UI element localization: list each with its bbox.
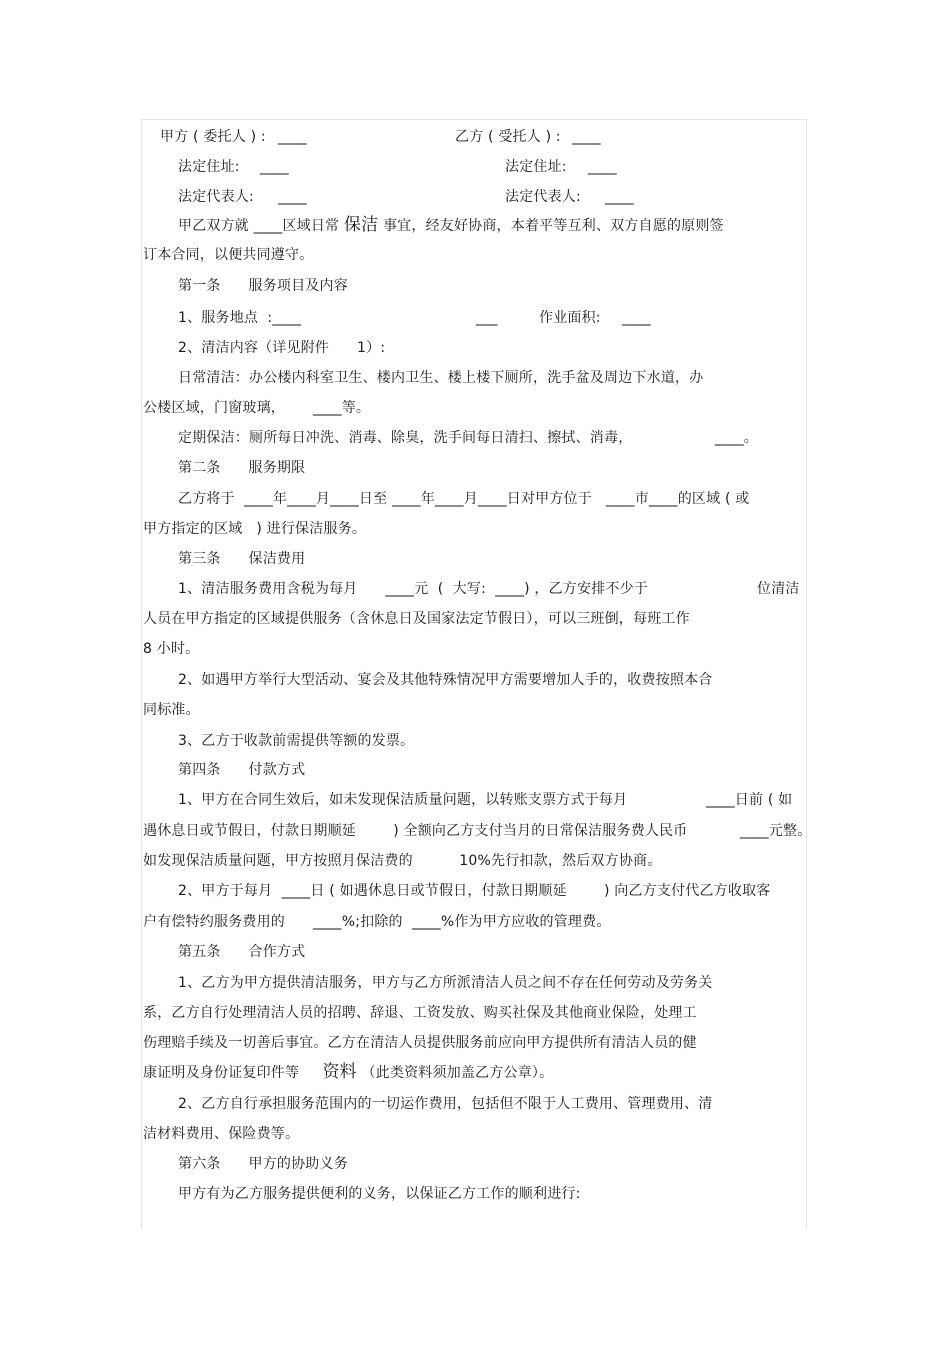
- article-6-title: 第六条 甲方的协助义务: [178, 1156, 348, 1172]
- article-4-line-2-end: ____元整。: [740, 823, 812, 839]
- article-4-line-1: 1、甲方在合同生效后，如未发现保洁质量问题，以转账支票方式于每月: [178, 792, 628, 808]
- intro-line-2: 订本合同，以便共同遵守。: [143, 247, 314, 263]
- article-4-title: 第四条 付款方式: [178, 762, 306, 778]
- article-3-line-2: 人员在甲方指定的区域提供服务（含休息日及国家法定节假日），可以三班倒，每班工作: [143, 611, 690, 627]
- intro-keyword-cleaning: 保洁: [343, 215, 379, 235]
- party-b-address-label: 法定住址:: [505, 159, 567, 175]
- article-5-title: 第五条 合作方式: [178, 944, 306, 960]
- article-5-keyword-materials: 资料: [322, 1062, 357, 1082]
- article-1-daily-1: 日常清洁：办公楼内科室卫生、楼内卫生、楼上楼下厕所，洗手盆及周边下水道，办: [178, 370, 704, 386]
- article-4-line-3: 如发现保洁质量问题，甲方按照月保洁费的 10%先行扣款，然后双方协商。: [143, 853, 662, 869]
- article-3-line-1-end: 位清洁: [757, 581, 800, 597]
- article-1-area-blank: ____: [622, 310, 651, 326]
- article-3-line-6: 3、乙方于收款前需提供等额的发票。: [178, 733, 415, 749]
- intro-line-1: [178, 216, 724, 235]
- article-1-periodic-blank: ____。: [715, 430, 758, 446]
- article-3-line-1: 1、清洁服务费用含税为每月 ____元 ( 大写: ____) ，乙方安排不少于: [178, 581, 648, 597]
- article-2-line-2: 甲方指定的区域 ) 进行保洁服务。: [143, 521, 367, 537]
- article-3-line-3: 8 小时。: [143, 641, 200, 657]
- article-5-line-4-c: （此类资料须加盖乙方公章）。: [356, 1065, 554, 1081]
- party-a-address-blank: ____: [260, 159, 289, 175]
- article-5-line-5: 2、乙方自行承担服务范围内的一切运作费用，包括但不限于人工费用、管理费用、清: [178, 1096, 713, 1112]
- party-a-blank: ____: [278, 129, 307, 145]
- article-1-area-label: 作业面积:: [539, 310, 601, 326]
- article-6-line-1: 甲方有为乙方服务提供便利的义务，以保证乙方工作的顺利进行:: [178, 1186, 581, 1202]
- party-b-rep-label: 法定代表人:: [505, 189, 581, 205]
- intro-text-c: 事宜，经友好协商，本着平等互利、双方自愿的原则签: [378, 218, 724, 234]
- party-a-rep-blank: ____: [278, 189, 307, 205]
- article-4-line-1-end: ____日前 ( 如: [706, 792, 793, 808]
- party-b-label: 乙方 ( 受托人 ) :: [455, 129, 561, 145]
- article-5-line-4: [143, 1063, 553, 1082]
- article-1-daily-2: 公楼区域，门窗玻璃， ____等。: [143, 400, 371, 416]
- article-3-title: 第三条 保洁费用: [178, 551, 306, 567]
- article-1-item-1: 1、服务地点 :____: [178, 310, 302, 326]
- article-3-line-4: 2、如遇甲方举行大型活动、宴会及其他特殊情况甲方需要增加人手的，收费按照本合: [178, 672, 713, 688]
- article-1-item-1-blank: ___: [476, 310, 498, 326]
- article-5-line-1: 1、乙方为甲方提供清洁服务，甲方与乙方所派清洁人员之间不存在任何劳动及劳务关: [178, 975, 713, 991]
- party-b-address-blank: ____: [588, 159, 617, 175]
- article-2-title: 第二条 服务期限: [178, 460, 306, 476]
- party-a-rep-label: 法定代表人:: [178, 189, 254, 205]
- article-1-item-2: 2、清洁内容（详见附件 1）:: [178, 340, 386, 356]
- article-5-line-3: 伤理赔手续及一切善后事宜。乙方在清洁人员提供服务前应向甲方提供所有清洁人员的健: [143, 1035, 697, 1051]
- party-a-address-label: 法定住址:: [178, 159, 240, 175]
- article-4-line-5: 户有偿特约服务费用的 ____%;扣除的 ____%作为甲方应收的管理费。: [143, 914, 611, 930]
- article-3-line-5: 同标准。: [143, 702, 200, 718]
- article-4-line-4: 2、甲方于每月 ____日 ( 如遇休息日或节假日，付款日期顺延 ) 向乙方支付代乙方收取客: [178, 883, 771, 899]
- party-a-label: 甲方 ( 委托人 ) :: [160, 129, 266, 145]
- article-1-periodic: 定期保洁：厕所每日冲洗、消毒、除臭，洗手间每日清扫、擦拭、消毒，: [178, 430, 633, 446]
- article-1-title: 第一条 服务项目及内容: [178, 278, 348, 294]
- article-5-line-2: 系，乙方自行处理清洁人员的招聘、辞退、工资发放、购买社保及其他商业保险，处理工: [143, 1005, 697, 1021]
- article-5-line-6: 洁材料费用、保险费等。: [143, 1126, 300, 1142]
- party-b-rep-blank: ____: [605, 189, 634, 205]
- article-2-line-1: 乙方将于 ____年____月____日至 ____年____月____日对甲方位于 ____市____的区域 ( 或: [178, 491, 750, 507]
- intro-text-a: 甲乙双方就 ____区域日常: [178, 218, 344, 234]
- article-4-line-2: 遇休息日或节假日，付款日期顺延 ) 全额向乙方支付当月的日常保洁服务费人民币: [143, 823, 688, 839]
- article-5-line-4-a: 康证明及身份证复印件等: [143, 1065, 323, 1081]
- party-b-blank: ____: [572, 129, 601, 145]
